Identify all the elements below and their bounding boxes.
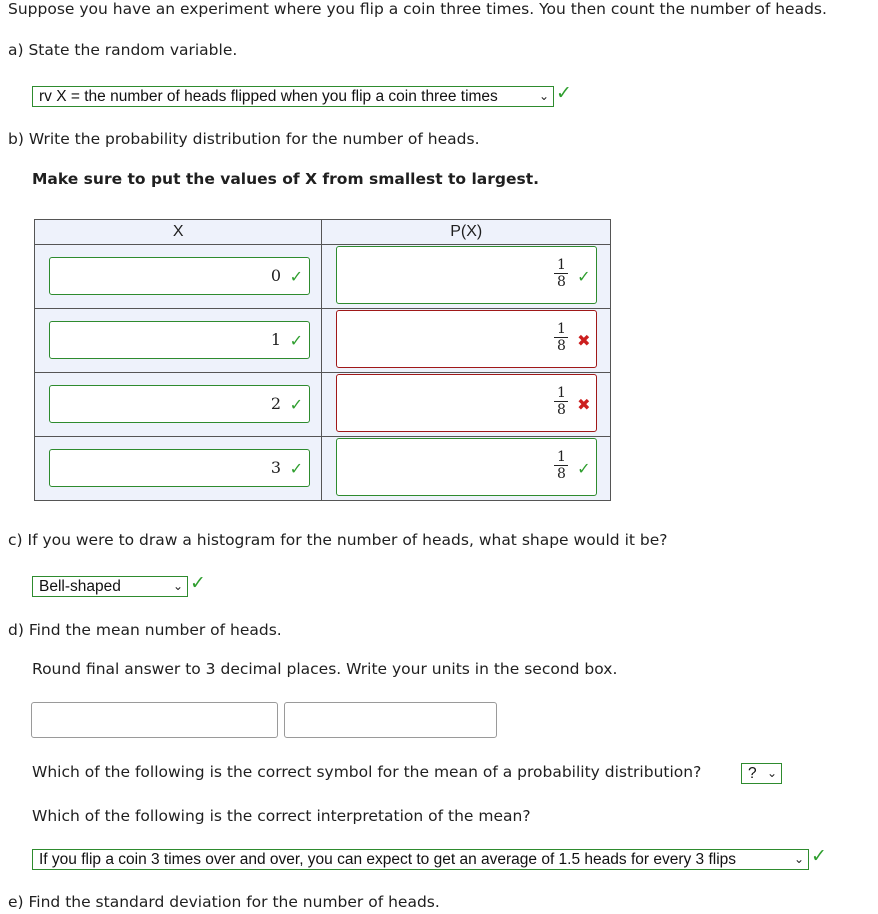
chevron-down-icon: ⌄ (766, 766, 777, 780)
part-d-label: d) Find the mean number of heads. (8, 621, 282, 639)
part-d-instruction: Round final answer to 3 decimal places. Write your units in the second box. (32, 660, 618, 678)
px-fraction: 1 8 (554, 386, 568, 417)
check-icon: ✓ (289, 331, 303, 350)
x-value: 0 (270, 266, 281, 285)
table-row (35, 245, 611, 309)
px-input-1[interactable] (336, 310, 597, 368)
mean-value-input[interactable] (31, 702, 278, 738)
table-row (35, 373, 611, 437)
px-fraction: 1 8 (554, 322, 568, 353)
check-icon: ✓ (577, 459, 591, 478)
px-fraction: 1 8 (554, 450, 568, 481)
check-icon: ✓ (577, 267, 591, 286)
x-input-2[interactable] (49, 385, 310, 423)
part-b-instruction: Make sure to put the values of X from smallest to largest. (32, 170, 540, 188)
question-intro: Suppose you have an experiment where you flip a coin three times. You then count the number of heads. (8, 0, 827, 18)
chevron-down-icon: ⌄ (793, 852, 804, 866)
x-value: 1 (270, 330, 281, 349)
px-fraction: 1 8 (554, 258, 568, 289)
mean-interpretation-select[interactable] (32, 849, 809, 870)
chevron-down-icon: ⌄ (172, 579, 183, 593)
px-input-2[interactable] (336, 374, 597, 432)
check-icon: ✓ (289, 459, 303, 478)
mean-interpretation-question: Which of the following is the correct interpretation of the mean? (32, 807, 531, 825)
chevron-down-icon: ⌄ (538, 89, 549, 103)
part-e-label: e) Find the standard deviation for the number of heads. (8, 893, 440, 911)
check-icon: ✓ (811, 845, 827, 867)
px-input-3[interactable] (336, 438, 597, 496)
x-value: 3 (270, 458, 281, 477)
x-input-1[interactable] (49, 321, 310, 359)
cross-icon: ✖ (577, 331, 591, 350)
x-input-0[interactable] (49, 257, 310, 295)
histogram-shape-select[interactable] (32, 576, 188, 597)
x-input-3[interactable] (49, 449, 310, 487)
check-icon: ✓ (289, 267, 303, 286)
mean-symbol-question: Which of the following is the correct symbol for the mean of a probability distribution? (32, 763, 702, 781)
px-input-0[interactable] (336, 246, 597, 304)
check-icon: ✓ (556, 82, 572, 104)
part-a-label: a) State the random variable. (8, 41, 238, 59)
mean-symbol-selected: ? (748, 765, 757, 782)
histogram-shape-selected: Bell-shaped (39, 578, 121, 595)
check-icon: ✓ (190, 572, 206, 594)
part-c-label: c) If you were to draw a histogram for the number of heads, what shape would it be? (8, 531, 668, 549)
table-row (35, 437, 611, 501)
check-icon: ✓ (289, 395, 303, 414)
column-header-x: X (35, 220, 322, 245)
mean-units-input[interactable] (284, 702, 497, 738)
column-header-px: P(X) (322, 220, 611, 245)
random-variable-selected: rv X = the number of heads flipped when you flip a coin three times (39, 88, 498, 105)
table-row (35, 309, 611, 373)
random-variable-select[interactable] (32, 86, 554, 107)
mean-interpretation-selected: If you flip a coin 3 times over and over, you can expect to get an average of 1.5 heads for every 3 flips (39, 851, 737, 868)
mean-symbol-select[interactable] (741, 763, 782, 784)
x-value: 2 (270, 394, 281, 413)
cross-icon: ✖ (577, 395, 591, 414)
probability-distribution-table (34, 219, 611, 501)
part-b-label: b) Write the probability distribution for the number of heads. (8, 130, 480, 148)
